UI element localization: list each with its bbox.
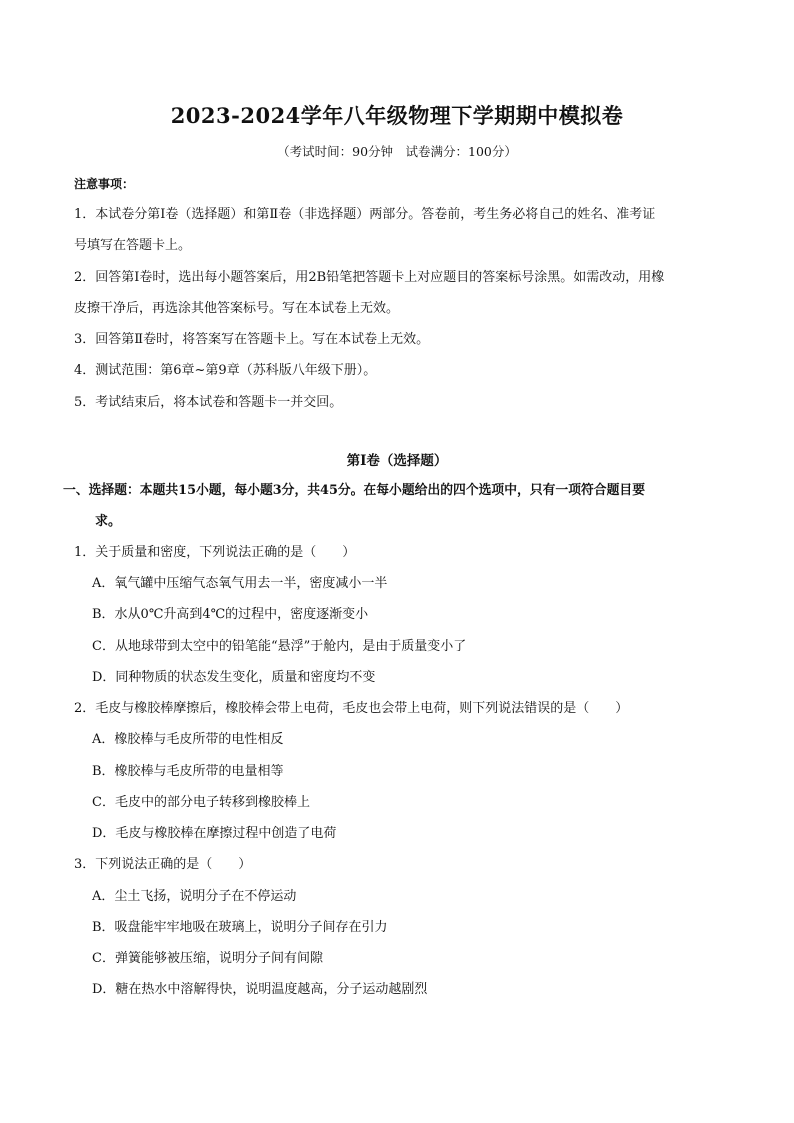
- notes-item: 2．回答第Ⅰ卷时，选出每小题答案后，用2B铅笔把答题卡上对应题目的答案标号涂黑。如需改动，用橡: [74, 270, 665, 285]
- notes-item: 1．本试卷分第Ⅰ卷（选择题）和第Ⅱ卷（非选择题）两部分。答卷前，考生务必将自己的姓名、准考证: [74, 207, 656, 222]
- question-option: C．从地球带到太空中的铅笔能“悬浮”于舱内，是由于质量变小了: [92, 639, 467, 654]
- notes-item: 5．考试结束后，将本试卷和答题卡一并交回。: [74, 395, 343, 410]
- section-instruction: 一、选择题：本题共15小题，每小题3分，共45分。在每小题给出的四个选项中，只有一项符合题目要: [63, 483, 645, 498]
- section-instruction-cont: 求。: [95, 514, 122, 529]
- notes-heading: 注意事项：: [74, 177, 135, 191]
- question-option: C．毛皮中的部分电子转移到橡胶棒上: [92, 795, 310, 810]
- question-stem: 2．毛皮与橡胶棒摩擦后，橡胶棒会带上电荷，毛皮也会带上电荷，则下列说法错误的是（ ）: [74, 701, 629, 716]
- notes-item: 3．回答第Ⅱ卷时，将答案写在答题卡上。写在本试卷上无效。: [74, 332, 430, 347]
- notes-item: 号填写在答题卡上。: [74, 238, 192, 253]
- section-title: 第Ⅰ卷（选择题）: [346, 453, 448, 469]
- question-option: B．吸盘能牢牢地吸在玻璃上，说明分子间存在引力: [92, 920, 388, 935]
- question-option: D．毛皮与橡胶棒在摩擦过程中创造了电荷: [92, 826, 337, 841]
- question-option: B．橡胶棒与毛皮所带的电量相等: [92, 764, 284, 779]
- question-stem: 1．关于质量和密度，下列说法正确的是（ ）: [74, 545, 356, 560]
- page-title: 2023-2024学年八年级物理下学期期中模拟卷: [170, 103, 624, 128]
- question-option: D．同种物质的状态发生变化，质量和密度均不变: [92, 670, 376, 685]
- question-option: B．水从0℃升高到4℃的过程中，密度逐渐变小: [92, 607, 369, 622]
- question-stem: 3．下列说法正确的是（ ）: [74, 857, 252, 872]
- question-option: D．糖在热水中溶解得快，说明温度越高，分子运动越剧烈: [92, 982, 428, 997]
- notes-item: 皮擦干净后，再选涂其他答案标号。写在本试卷上无效。: [74, 301, 400, 316]
- exam-info-subtitle: （考试时间：90分钟 试卷满分：100分）: [277, 144, 517, 159]
- question-option: C．弹簧能够被压缩，说明分子间有间隙: [92, 951, 323, 966]
- question-option: A．尘土飞扬，说明分子在不停运动: [92, 889, 297, 904]
- question-option: A．氧气罐中压缩气态氧气用去一半，密度减小一半: [92, 576, 388, 591]
- question-option: A．橡胶棒与毛皮所带的电性相反: [92, 732, 284, 747]
- notes-item: 4．测试范围：第6章~第9章（苏科版八年级下册）。: [74, 363, 377, 378]
